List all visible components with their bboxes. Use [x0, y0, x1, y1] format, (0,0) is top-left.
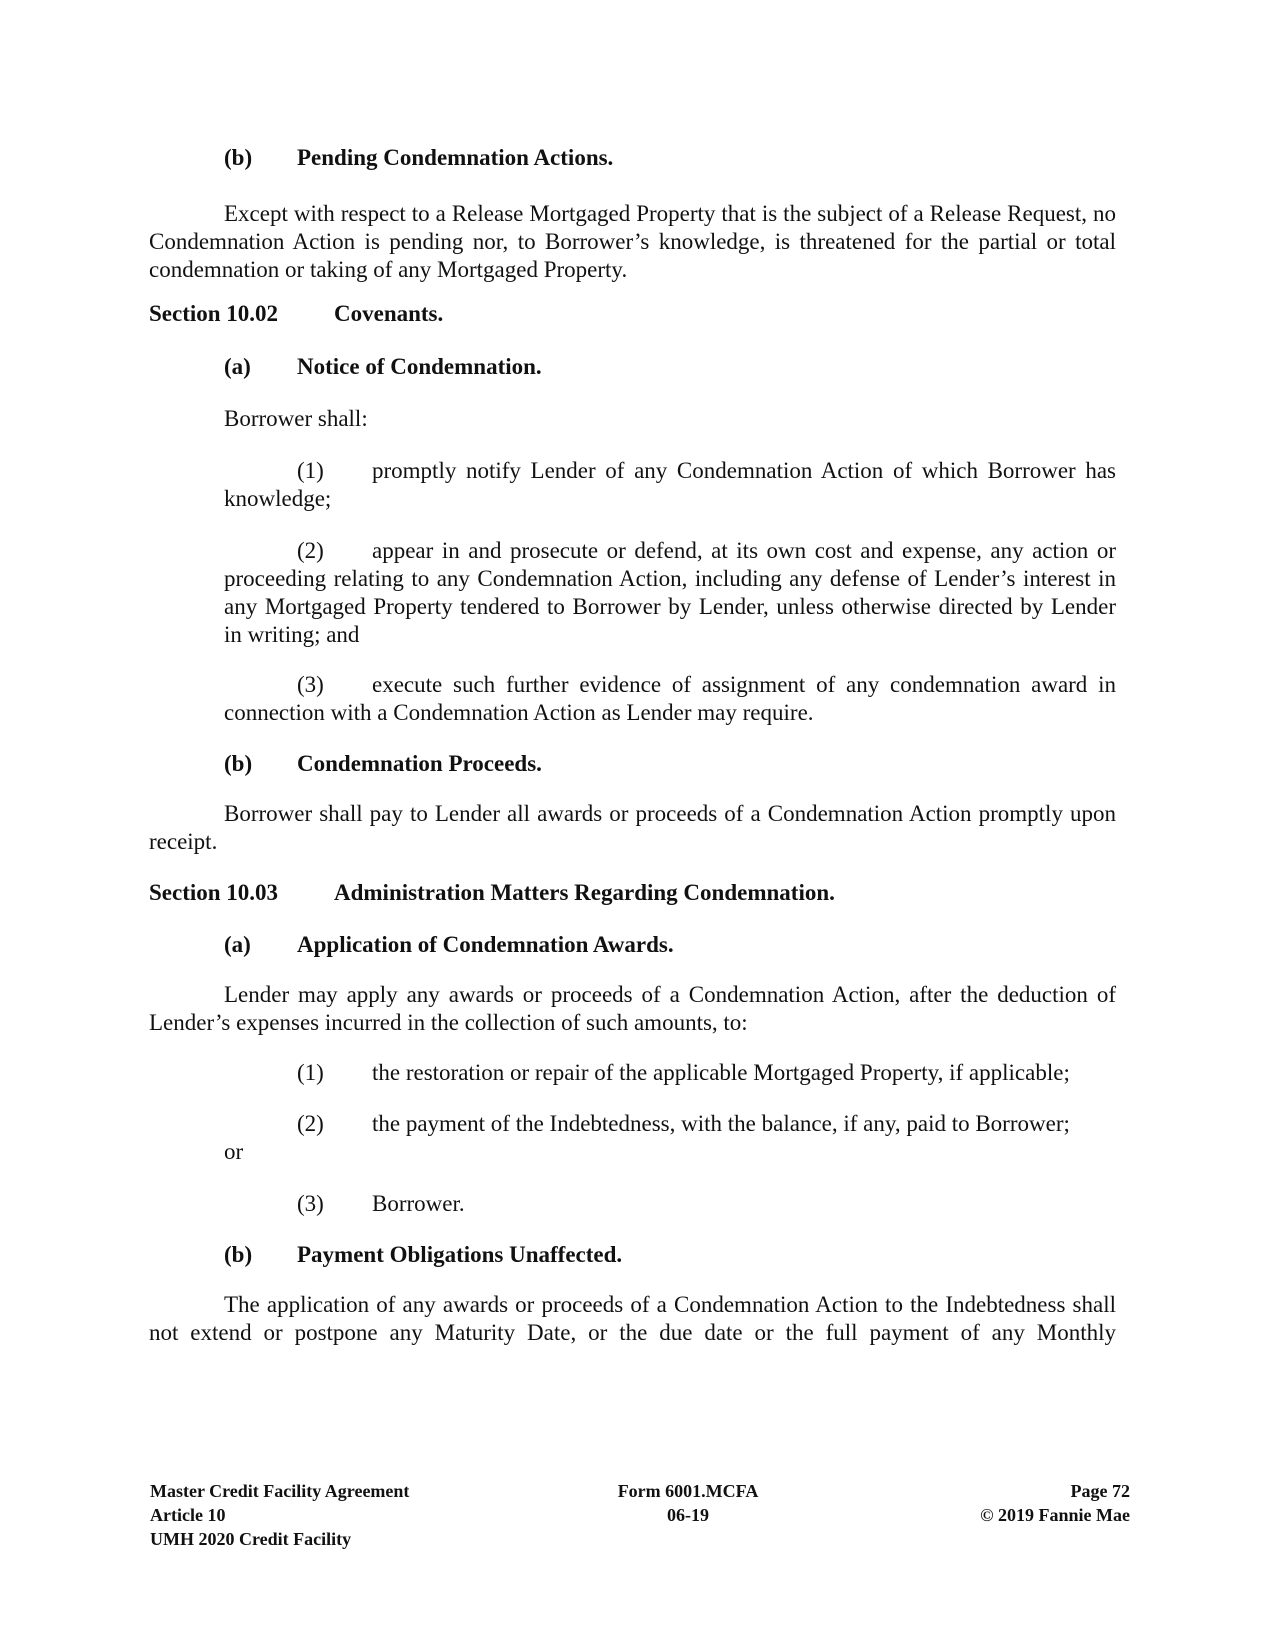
subsection-heading-payment [0, 1241, 1275, 1269]
section-heading-10-02 [0, 300, 1275, 328]
subsection-label: (a) [224, 354, 251, 379]
paragraph-proceeds: Borrower shall pay to Lender all awards or proceeds of a Condemnation Action promptly upon receipt. [149, 801, 1116, 854]
item-text: execute such further evidence of assignment of any condemnation award in connection with a Condemnation Action as Lender may require. [224, 672, 1116, 725]
section-number: Section 10.02 [149, 301, 279, 326]
subsection-title: Notice of Condemnation. [297, 354, 542, 379]
subsection-title: Application of Condemnation Awards. [297, 932, 674, 957]
covenant-item-1 [224, 457, 1116, 513]
subsection-heading-notice [0, 353, 1275, 381]
subsection-label: (b) [224, 145, 253, 170]
subsection-title: Condemnation Proceeds. [297, 751, 542, 776]
item-number: (2) [297, 1111, 324, 1136]
application-or-text: or [224, 1139, 244, 1164]
application-item-3 [0, 1190, 1275, 1218]
covenant-item-3 [224, 671, 1116, 727]
application-item-2 [0, 1110, 1275, 1138]
section-title: Administration Matters Regarding Condemnation. [334, 880, 835, 905]
subsection-label: (b) [224, 751, 253, 776]
copyright: © 2019 Fannie Mae [980, 1505, 1130, 1525]
footer-agreement-title: Master Credit Facility Agreement [150, 1481, 410, 1501]
footer-facility-name: UMH 2020 Credit Facility [150, 1529, 352, 1549]
item-number: (2) [297, 538, 324, 563]
subsection-title: Payment Obligations Unaffected. [297, 1242, 623, 1267]
item-text: Borrower. [372, 1191, 465, 1216]
item-number: (1) [297, 458, 324, 483]
item-text: promptly notify Lender of any Condemnation Action of which Borrower has knowledge; [224, 458, 1116, 511]
item-number: (3) [297, 672, 324, 697]
application-item-1 [0, 1059, 1275, 1087]
footer-form-number: Form 6001.MCFA [617, 1481, 759, 1501]
item-text: the payment of the Indebtedness, with the balance, if any, paid to Borrower; [372, 1111, 1070, 1136]
section-heading-10-03 [0, 879, 1275, 907]
section-title: Covenants. [334, 301, 444, 326]
footer-article: Article 10 [150, 1505, 226, 1525]
footer-center [518, 1479, 858, 1527]
footer-left [150, 1479, 409, 1551]
item-text: appear in and prosecute or defend, at its own cost and expense, any action or proceeding relating to any Condemnation Action, including any defense of Lender’s interest in any Mortgaged Property tendered to Borrower by Lender, unless otherwise directed by Lender in writing; and [224, 538, 1116, 647]
item-number: (1) [297, 1060, 324, 1085]
paragraph-application: Lender may apply any awards or proceeds of a Condemnation Action, after the deduction of Lender’s expenses incurred in the collection of such amounts, to: [149, 982, 1116, 1035]
subsection-heading-application [0, 931, 1275, 959]
page-number: Page 72 [1070, 1481, 1130, 1501]
subsection-heading-pending [0, 144, 1275, 172]
borrower-shall-text: Borrower shall: [224, 406, 368, 431]
footer-form-date: 06-19 [667, 1505, 709, 1525]
subsection-label: (b) [224, 1242, 253, 1267]
footer-right [880, 1479, 1130, 1527]
section-number: Section 10.03 [149, 880, 279, 905]
subsection-title: Pending Condemnation Actions. [297, 145, 614, 170]
paragraph-pending-actions: Except with respect to a Release Mortgaged Property that is the subject of a Release Request, no Condemnation Action is pending nor, to Borrower’s knowledge, is threatened for the partial or total condemnation or taking of any Mortgaged Property. [149, 201, 1116, 282]
covenant-item-2 [224, 537, 1116, 649]
subsection-heading-proceeds [0, 750, 1275, 778]
item-number: (3) [297, 1191, 324, 1216]
item-text: the restoration or repair of the applicable Mortgaged Property, if applicable; [372, 1060, 1070, 1085]
subsection-label: (a) [224, 932, 251, 957]
paragraph-payment: The application of any awards or proceeds of a Condemnation Action to the Indebtedness shall not extend or postpone any Maturity Date, or the due date or the full payment of any Monthly [149, 1292, 1116, 1345]
